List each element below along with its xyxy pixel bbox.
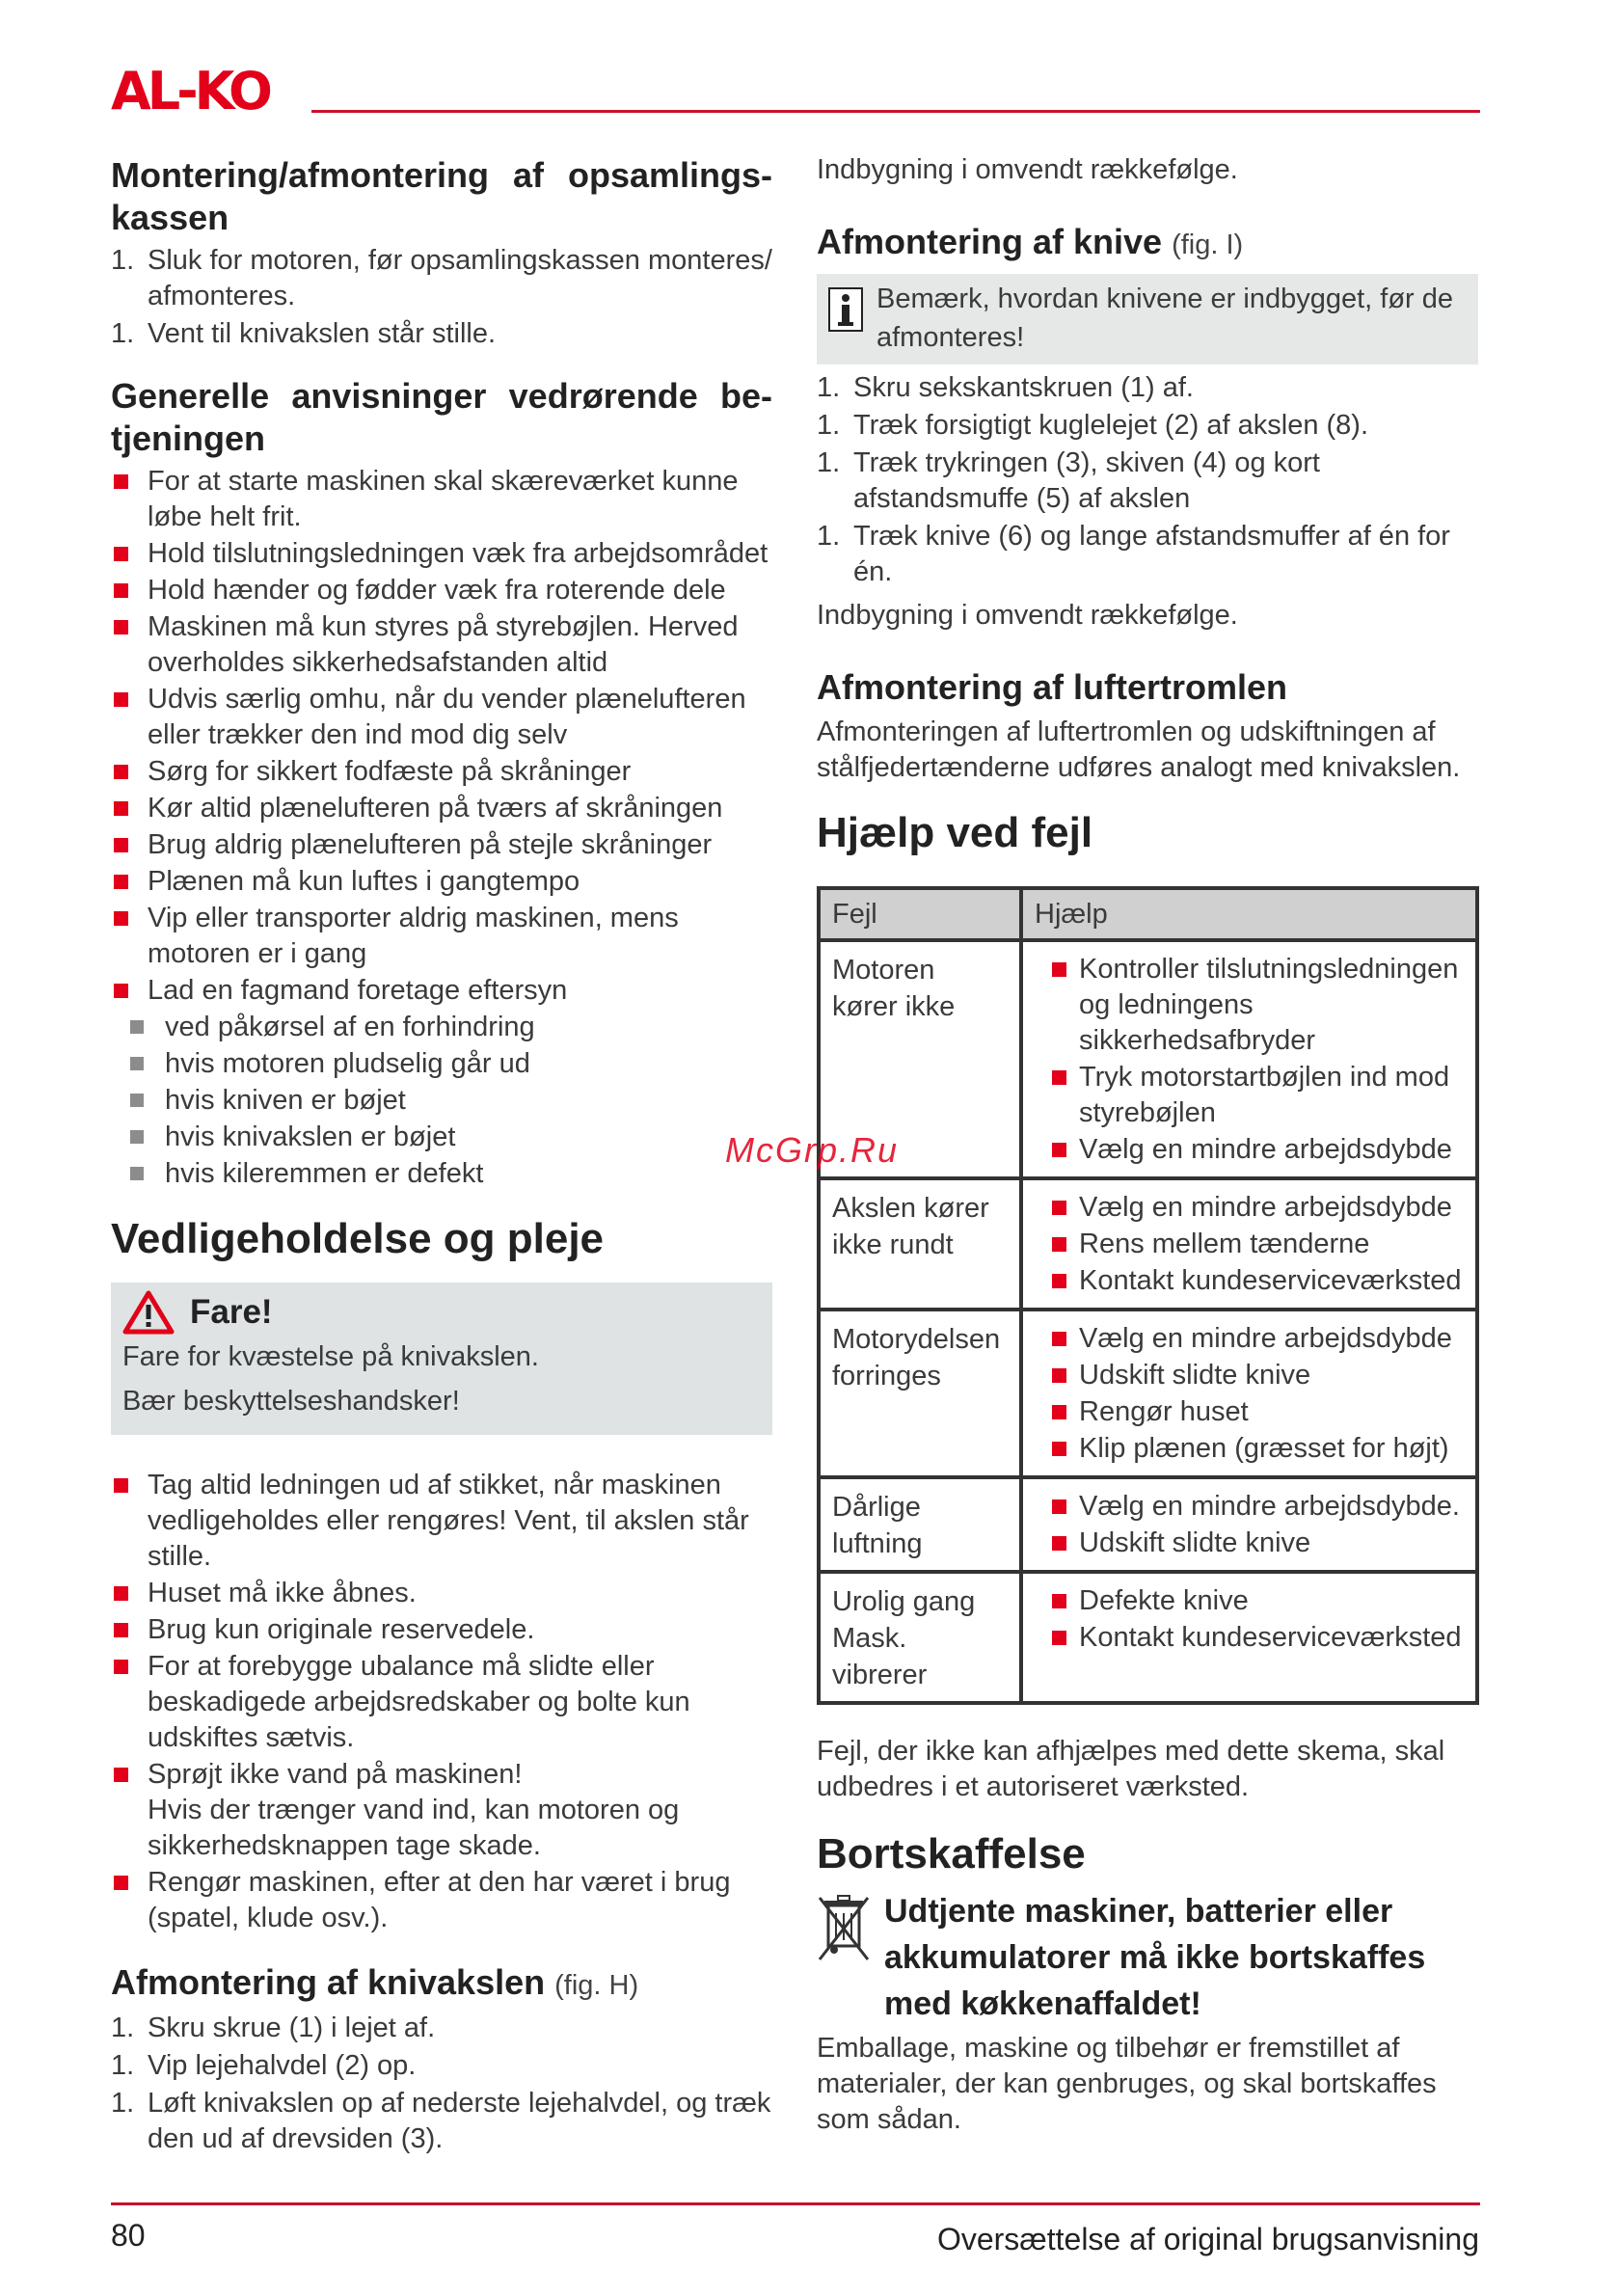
sub-list-item: hvis kileremmen er defekt [111,1156,772,1192]
sub-list-item: hvis kniven er bøjet [111,1083,772,1119]
list-item: 1. Træk trykringen (3), skiven (4) og kort afstandsmuffe (5) af akslen [817,447,1320,514]
help-cell [1021,1178,1477,1310]
section-title: Afmontering af knivakslen (fig. H) [111,1962,639,2002]
list-item: 1. Træk knive (6) og lange afstandsmuffer af én for én. [817,521,1450,587]
fault-cell: Dårlige luftning [819,1477,1021,1572]
table-header-row [819,888,1477,940]
list-item: Sprøjt ikke vand på maskinen! Hvis der trænger vand ind, kan motoren og sikkerhedsknappen tage skade. [111,1757,772,1864]
list-item: Kontakt kundeserviceværksted [1035,1620,1464,1656]
list-item: Vælg en mindre arbejdsdybde [1035,1321,1464,1357]
danger-line: Fare for kvæstelse på knivakslen. [122,1341,539,1372]
list-item: 1. Vip lejehalvdel (2) op. [111,2050,417,2081]
sub-list-item: ved påkørsel af en forhindring [111,1010,772,1045]
list-item: For at starte maskinen skal skæreværket kunne løbe helt frit. [111,464,772,535]
list-item: Udvis særlig omhu, når du vender plænelufteren eller trækker den ind mod dig selv [111,682,772,753]
list-item: Brug aldrig plænelufteren på stejle skråninger [111,827,772,863]
section-disposal [817,1828,1478,2138]
footer-title: Oversættelse af original brugsanvisning [936,2222,1479,2256]
list-item: 1. Skru skrue (1) i lejet af. [111,2012,436,2043]
outro-text: Indbygning i omvendt rækkefølge. [817,600,1238,631]
page-number: 80 [111,2218,146,2253]
list-item: Lad en fagmand foretage eftersyn [111,973,772,1009]
help-cell [1021,940,1477,1178]
list-item: Tryk motorstartbøjlen ind mod styrebøjlen [1035,1060,1464,1131]
table-row [819,1477,1477,1572]
bullet-list [111,464,772,1192]
list-item: Kør altid plænelufteren på tværs af skråningen [111,791,772,826]
section-title: Afmontering af luftertromlen [817,667,1288,707]
intro-text: Indbygning i omvendt rækkefølge. [817,154,1238,185]
section-maintenance [111,1213,772,1936]
list-item: 1. Vent til knivakslen står stille. [111,318,497,349]
section-title: Bortskaffelse [817,1830,1086,1877]
note-box [817,274,1478,365]
right-column [817,154,1478,2138]
numbered-list [817,370,1478,590]
danger-line: Bær beskyttelseshandsker! [122,1386,460,1417]
watermark: McGrp.Ru [725,1130,900,1170]
section-title: Montering/afmontering af opsamlingskassen [111,155,772,237]
header-rule [311,110,1480,113]
list-item: 1. Træk forsigtigt kuglelejet (2) af akslen (8). [817,410,1369,441]
fault-cell: Akslen kører ikke rundt [819,1178,1021,1310]
column-header: Fejl [819,888,1021,940]
section-knife-removal [817,221,1478,634]
help-cell [1021,1477,1477,1572]
fault-cell: Motoren kører ikke [819,940,1021,1178]
figure-ref: (fig. H) [554,1970,639,2001]
table-row [819,940,1477,1178]
warning-triangle-icon [122,1290,175,1335]
list-item: Defekte knive [1035,1583,1464,1619]
help-cell [1021,1310,1477,1477]
list-item: Maskinen må kun styres på styrebøjlen. Herved overholdes sikkerhedsafstanden altid [111,609,772,681]
list-item: Rens mellem tænderne [1035,1227,1464,1262]
list-item: Sørg for sikkert fodfæste på skråninger [111,754,772,790]
section-title: Hjælp ved fejl [817,809,1093,856]
section-knife-shaft-removal [111,1961,772,2157]
table-row [819,1178,1477,1310]
section-title: Generelle anvisninger vedrørende betjeningen [111,376,772,458]
list-item: Vælg en mindre arbejdsdybde. [1035,1489,1464,1525]
list-item: Vælg en mindre arbejdsdybde [1035,1132,1464,1168]
sub-list-item: hvis motoren pludselig går ud [111,1046,772,1082]
list-item: Hold hænder og fødder væk fra roterende dele [111,573,772,608]
left-column [111,154,772,2159]
numbered-list [111,2011,772,2157]
info-icon [828,287,863,332]
list-item: Udskift slidte knive [1035,1358,1464,1393]
page-header [111,61,1480,122]
help-cell [1021,1572,1477,1703]
troubleshooting-table [817,886,1479,1705]
table-row [819,1572,1477,1703]
fault-cell: Motorydelsen forringes [819,1310,1021,1477]
danger-title: Fare! [122,1290,761,1335]
alko-logo: AL-KO [111,61,269,122]
crossed-bin-icon [817,1892,871,1967]
list-item: Huset må ikke åbnes. [111,1576,772,1611]
list-item: For at forebygge ubalance må slidte eller beskadigede arbejdsredskaber og bolte kun udskiftes sætvis. [111,1649,772,1756]
table-row [819,1310,1477,1477]
disposal-warning-text: Udtjente maskiner, batterier eller akkumulatorer må ikke bortskaffes med køkkenaffaldet! [884,1893,1426,2022]
numbered-list [111,243,772,352]
list-item: Vip eller transporter aldrig maskinen, mens motoren er i gang [111,901,772,972]
list-item: Kontakt kundeserviceværksted [1035,1263,1464,1299]
footer-rule [111,2202,1480,2205]
list-item: Udskift slidte knive [1035,1526,1464,1561]
list-item: 1. Sluk for motoren, før opsamlingskassen monteres/ afmonteres. [111,245,772,311]
bullet-list [111,1468,772,1936]
column-header: Hjælp [1021,888,1477,940]
fault-cell: Urolig gang Mask. vibrerer [819,1572,1021,1703]
body-text: Fejl, der ikke kan afhjælpes med dette skema, skal udbedres i et autoriseret værksted. [817,1736,1445,1802]
body-text: Afmonteringen af luftertromlen og udskiftningen af stålfjedertænderne udføres analogt med knivakslen. [817,716,1461,783]
figure-ref: (fig. I) [1172,230,1244,260]
section-general-operation [111,375,772,1192]
sub-list-item: hvis knivakslen er bøjet [111,1120,772,1155]
list-item: Vælg en mindre arbejdsdybde [1035,1190,1464,1226]
list-item: 1. Løft knivakslen op af nederste lejehalvdel, og træk den ud af drevsiden (3). [111,2088,771,2154]
list-item: Tag altid ledningen ud af stikket, når maskinen vedligeholdes eller rengøres! Vent, til akslen står stille. [111,1468,772,1575]
list-item: Kontroller tilslutningsledningen og ledningens sikkerhedsafbryder [1035,952,1464,1059]
danger-box [111,1283,772,1435]
note-text: Bemærk, hvordan knivene er indbygget, før de afmonteres! [876,284,1454,353]
disposal-warning [817,1888,1478,2027]
section-drum-removal [817,666,1478,786]
list-item: Klip plænen (græsset for højt) [1035,1431,1464,1467]
section-troubleshooting [817,807,1478,1805]
section-title: Afmontering af knive (fig. I) [817,222,1244,261]
list-item: Plænen må kun luftes i gangtempo [111,864,772,900]
list-item: 1. Skru sekskantskruen (1) af. [817,372,1194,403]
list-item: Brug kun originale reservedele. [111,1612,772,1648]
list-item: Rengør huset [1035,1394,1464,1430]
list-item: Rengør maskinen, efter at den har været i brug (spatel, klude osv.). [111,1865,772,1936]
body-text: Emballage, maskine og tilbehør er fremstillet af materialer, der kan genbruges, og skal bortskaffes som sådan. [817,2033,1437,2135]
section-collector-mounting [111,154,772,352]
list-item: Hold tilslutningsledningen væk fra arbejdsområdet [111,536,772,572]
section-title: Vedligeholdelse og pleje [111,1215,605,1262]
